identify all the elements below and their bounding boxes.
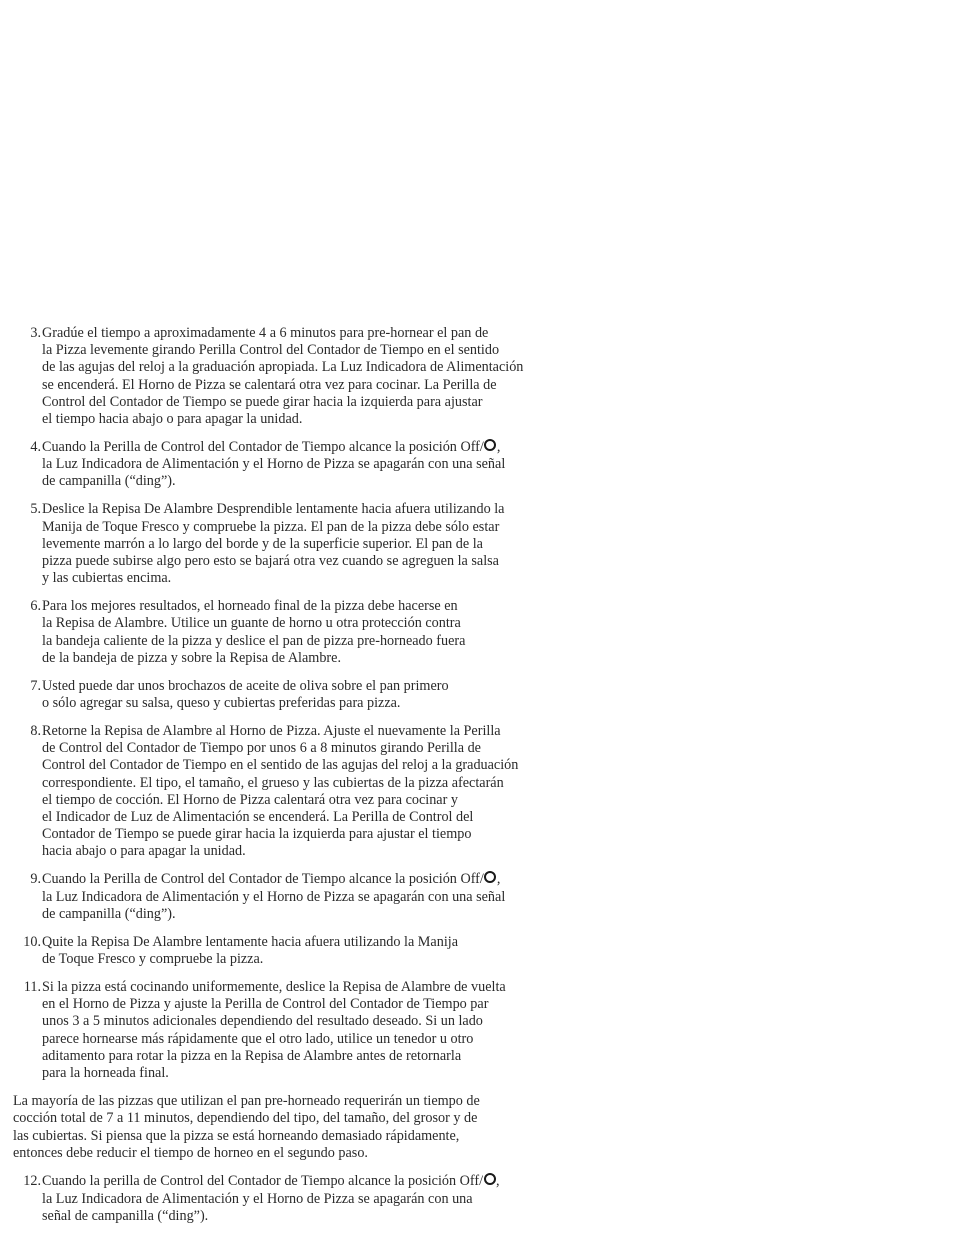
step-number: 11. — [23, 979, 41, 996]
step-number: 3. — [30, 325, 41, 341]
text-line: señal de campanilla (“ding”). — [42, 1207, 209, 1224]
step-10 — [13, 934, 583, 968]
step-number: 8. — [30, 723, 41, 740]
text-line: la Pizza levemente girando Perilla Control del Contador de Tiempo en el sentido — [42, 342, 500, 359]
text-line: de Toque Fresco y compruebe la pizza. — [42, 951, 264, 968]
step-number: 7. — [30, 677, 41, 694]
step-number: 9. — [30, 871, 41, 888]
text-line: Quite la Repisa De Alambre lentamente hacia afuera utilizando la Manija — [42, 933, 458, 950]
step-11 — [13, 979, 583, 1082]
text-line: la Luz Indicadora de Alimentación y el Horno de Pizza se apagarán con una señal — [42, 888, 506, 905]
step-text — [42, 1173, 583, 1225]
text-line — [42, 1173, 583, 1190]
text-line: y las cubiertas encima. — [42, 570, 172, 587]
text-line: Si la pizza está cocinando uniformemente, deslice la Repisa de Alambre de vuelta — [42, 979, 506, 996]
text-line: Para los mejores resultados, el horneado final de la pizza debe hacerse en — [42, 598, 458, 615]
text-line: Retorne la Repisa de Alambre al Horno de Pizza. Ajuste el nuevamente la Perilla — [42, 723, 501, 740]
text-line: la Luz Indicadora de Alimentación y el Horno de Pizza se apagarán con una — [42, 1190, 473, 1207]
text-segment: Cuando la Perilla de Control del Contador de Tiempo alcance la posición Off/ — [42, 439, 484, 456]
text-line: unos 3 a 5 minutos adicionales dependiendo del resultado deseado. Si un lado — [42, 1013, 483, 1030]
step-7 — [13, 678, 583, 712]
step-number: 12. — [23, 1173, 41, 1190]
step-5 — [13, 501, 583, 587]
text-line: La mayoría de las pizzas que utilizan el pan pre-horneado requerirán un tiempo de — [13, 1093, 480, 1110]
step-text — [42, 934, 583, 968]
step-number: 6. — [30, 598, 41, 615]
step-4 — [13, 439, 583, 491]
step-12 — [13, 1173, 583, 1225]
step-text — [42, 325, 583, 428]
text-line: la Luz Indicadora de Alimentación y el Horno de Pizza se apagarán con una señal — [42, 456, 506, 473]
text-line: Contador de Tiempo se puede girar hacia la izquierda para ajustar el tiempo — [42, 826, 472, 843]
off-circle-icon — [484, 871, 496, 883]
text-line: el tiempo hacia abajo o para apagar la unidad. — [42, 411, 303, 428]
text-segment: Cuando la Perilla de Control del Contador de Tiempo alcance la posición Off/ — [42, 871, 484, 888]
off-circle-icon — [484, 439, 496, 451]
text-line: Usted puede dar unos brochazos de aceite de oliva sobre el pan primero — [42, 677, 449, 694]
text-line: parece hornearse más rápidamente que el otro lado, utilice un tenedor u otro — [42, 1030, 474, 1047]
step-text — [42, 678, 583, 712]
text-line: Manija de Toque Fresco y compruebe la pizza. El pan de la pizza debe sólo estar — [42, 518, 500, 535]
instructions-page — [13, 325, 583, 1236]
text-line: de las agujas del reloj a la graduación apropiada. La Luz Indicadora de Alimentación — [42, 359, 524, 376]
text-line: levemente marrón a lo largo del borde y de la superficie superior. El pan de la — [42, 535, 483, 552]
step-3 — [13, 325, 583, 428]
text-segment: , — [496, 439, 501, 456]
text-line: Deslice la Repisa De Alambre Desprendible lentamente hacia afuera utilizando la — [42, 501, 505, 518]
text-line — [42, 439, 583, 456]
text-line: hacia abajo o para apagar la unidad. — [42, 843, 246, 860]
text-line: Control del Contador de Tiempo en el sentido de las agujas del reloj a la graduación — [42, 757, 519, 774]
text-line: pizza puede subirse algo pero esto se bajará otra vez cuando se agreguen la salsa — [42, 553, 499, 570]
text-line: cocción total de 7 a 11 minutos, dependiendo del tipo, del tamaño, del grosor y de — [13, 1110, 478, 1127]
text-line: de campanilla (“ding”). — [42, 473, 176, 490]
text-line: la Repisa de Alambre. Utilice un guante de horno u otra protección contra — [42, 615, 461, 632]
step-6 — [13, 598, 583, 667]
text-line: de la bandeja de pizza y sobre la Repisa de Alambre. — [42, 649, 341, 666]
text-line: para la horneada final. — [42, 1065, 169, 1082]
text-line: las cubiertas. Si piensa que la pizza se está horneando demasiado rápidamente, — [13, 1127, 460, 1144]
step-text — [42, 979, 583, 1082]
text-line: de campanilla (“ding”). — [42, 905, 176, 922]
text-line: la bandeja caliente de la pizza y deslice el pan de pizza pre-horneado fuera — [42, 632, 466, 649]
step-text — [42, 723, 583, 861]
step-text — [42, 439, 583, 491]
steps-list — [13, 325, 583, 1082]
text-line: el tiempo de cocción. El Horno de Pizza calentará otra vez para cocinar y — [42, 791, 458, 808]
step-8 — [13, 723, 583, 861]
text-line: aditamento para rotar la pizza en la Repisa de Alambre antes de retornarla — [42, 1047, 462, 1064]
text-line: Control del Contador de Tiempo se puede girar hacia la izquierda para ajustar — [42, 393, 483, 410]
text-line — [42, 871, 583, 888]
text-line: se encenderá. El Horno de Pizza se calentará otra vez para cocinar. La Perilla de — [42, 376, 497, 393]
text-line: en el Horno de Pizza y ajuste la Perilla de Control del Contador de Tiempo par — [42, 996, 489, 1013]
step-number: 4. — [30, 439, 41, 456]
text-segment: , — [496, 1173, 500, 1190]
cooking-time-note — [13, 1093, 583, 1162]
step-9 — [13, 871, 583, 923]
step-number: 5. — [30, 501, 41, 518]
text-line: correspondiente. El tipo, el tamaño, el grueso y las cubiertas de la pizza afectarán — [42, 774, 504, 791]
text-line: Gradúe el tiempo a aproximadamente 4 a 6 minutos para pre-hornear el pan de — [42, 325, 489, 341]
step-text — [42, 871, 583, 923]
step-text — [42, 598, 583, 667]
text-line: entonces debe reducir el tiempo de horneo en el segundo paso. — [13, 1144, 368, 1161]
text-segment: , — [496, 871, 501, 888]
text-line: el Indicador de Luz de Alimentación se encenderá. La Perilla de Control del — [42, 809, 474, 826]
step-text — [42, 501, 583, 587]
off-circle-icon — [484, 1173, 496, 1185]
text-line: o sólo agregar su salsa, queso y cubiertas preferidas para pizza. — [42, 695, 401, 712]
step-number: 10. — [23, 933, 41, 950]
text-segment: Cuando la perilla de Control del Contador de Tiempo alcance la posición Off/ — [42, 1173, 484, 1190]
text-line: de Control del Contador de Tiempo por unos 6 a 8 minutos girando Perilla de — [42, 740, 481, 757]
